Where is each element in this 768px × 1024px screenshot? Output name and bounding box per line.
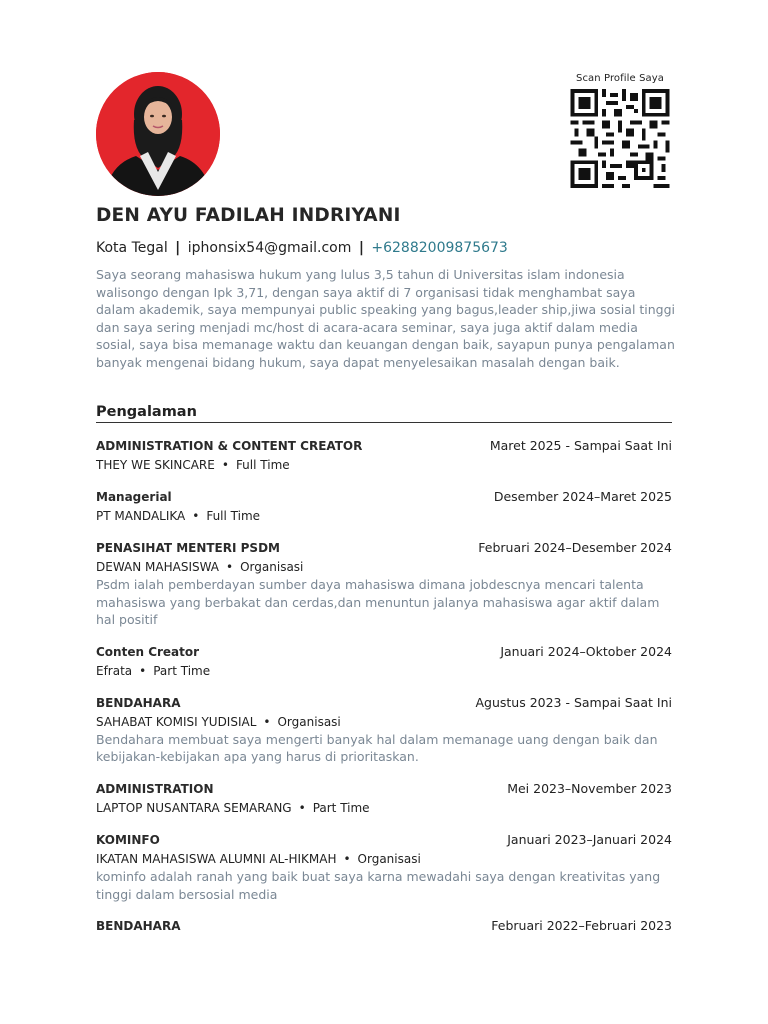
experience-item [96, 781, 672, 817]
experience-item [96, 489, 672, 525]
experience-item [96, 918, 672, 936]
experience-type: Organisasi [277, 714, 341, 729]
experience-org: DEWAN MAHASISWA [96, 560, 220, 574]
experience-org-line [96, 456, 672, 474]
bullet-separator: • [221, 458, 229, 472]
experience-role: BENDAHARA [96, 695, 181, 710]
experience-date: Februari 2022–Februari 2023 [491, 918, 672, 934]
experience-item [96, 695, 672, 766]
contact-city: Kota Tegal [96, 240, 168, 256]
experience-type: Part Time [312, 800, 370, 815]
contact-separator: | [358, 240, 364, 256]
experience-item [96, 832, 672, 903]
experience-org: IKATAN MAHASISWA ALUMNI AL-HIKMAH [96, 851, 337, 866]
experience-date: Mei 2023–November 2023 [507, 780, 672, 796]
contact-line [96, 240, 508, 256]
experience-org-line [96, 662, 672, 680]
qr-caption: Scan Profile Saya [576, 73, 664, 84]
experience-type: Full Time [235, 458, 290, 472]
experience-date: Maret 2025 - Sampai Saat Ini [489, 438, 672, 453]
experience-org-line [96, 507, 672, 525]
profile-summary: Saya seorang mahasiswa hukum yang lulus 3,5 tahun di Universitas islam indonesia walisongo dengan Ipk 3,71, dengan saya aktif di 7 organisasi tidak menghambat saya dalam akademik, saya mempunyai public speaking yang bagus,leader ship,jiwa sosial tinggi dan saya sering menjadi mc/host di acara-acara seminar, saya juga aktif dalam media sosial, saya bisa memanage waktu dan keuangan dengan baik, sayapun punya pengalaman banyak mengenai bidang hukum, saya dapat menyelesaikan masalah dengan baik. [96, 267, 676, 370]
experience-role: KOMINFO [96, 832, 160, 847]
experience-org-line [96, 713, 672, 731]
experience-org-line [96, 558, 672, 576]
experience-header [96, 644, 672, 662]
experience-org: SAHABAT KOMISI YUDISIAL [96, 714, 257, 729]
experience-description: Psdm ialah pemberdayan sumber daya mahasiswa dimana jobdescnya mencari talenta mahasiswa yang berbakat dan cerdas,dan menuntun jalanya mahasiswa agar aktif dalam hal positif [96, 577, 660, 628]
experience-date: Januari 2023–Januari 2024 [507, 831, 672, 847]
bullet-separator: • [263, 714, 271, 729]
experience-role: ADMINISTRATION [96, 781, 214, 796]
experience-date: Desember 2024–Maret 2025 [493, 489, 672, 504]
bullet-separator: • [298, 800, 306, 815]
experience-header [96, 438, 672, 456]
bullet-separator: • [192, 509, 200, 523]
experience-date: Februari 2024–Desember 2024 [478, 540, 672, 555]
experience-header [96, 918, 672, 936]
contact-phone[interactable]: +62882009875673 [371, 240, 508, 256]
experience-date: Agustus 2023 - Sampai Saat Ini [475, 694, 672, 710]
experience-role: Managerial [96, 490, 172, 504]
experience-type: Part Time [153, 663, 211, 678]
experience-header [96, 781, 672, 799]
experience-header [96, 489, 672, 507]
contact-email[interactable]: iphonsix54@gmail.com [187, 240, 352, 256]
experience-org: THEY WE SKINCARE [96, 458, 215, 472]
experience-header [96, 695, 672, 713]
experience-org-line [96, 799, 672, 817]
experience-item [96, 438, 672, 474]
experience-role: PENASIHAT MENTERI PSDM [96, 541, 280, 555]
experience-date: Januari 2024–Oktober 2024 [500, 643, 672, 659]
experience-description: kominfo adalah ranah yang baik buat saya karna mewadahi saya dengan kreativitas yang tinggi dalam bersosial media [96, 868, 661, 902]
experience-role: Conten Creator [96, 644, 200, 659]
experience-org: Efrata [96, 663, 133, 678]
section-divider [96, 422, 672, 423]
experience-org-line [96, 850, 672, 868]
experience-role: ADMINISTRATION & CONTENT CREATOR [96, 439, 363, 453]
experience-list [96, 438, 672, 951]
experience-role: BENDAHARA [96, 919, 181, 934]
experience-type: Full Time [206, 509, 261, 523]
qr-code-icon[interactable] [568, 89, 672, 188]
experience-type: Organisasi [357, 851, 421, 866]
qr-block [560, 73, 680, 188]
experience-description: Bendahara membuat saya mengerti banyak hal dalam memanage uang dengan baik dan kebijakan-kebijakan apa yang harus di prioritaskan. [96, 731, 658, 765]
experience-item [96, 540, 672, 629]
bullet-separator: • [226, 560, 234, 574]
bullet-separator: • [343, 851, 351, 866]
profile-name: DEN AYU FADILAH INDRIYANI [96, 205, 401, 226]
experience-org: PT MANDALIKA [96, 509, 186, 523]
experience-type: Organisasi [240, 560, 304, 574]
profile-photo-image [96, 72, 220, 196]
section-title-experience: Pengalaman [96, 404, 197, 420]
experience-org: LAPTOP NUSANTARA SEMARANG [96, 800, 292, 815]
experience-header [96, 540, 672, 558]
contact-separator: | [175, 240, 181, 256]
bullet-separator: • [139, 663, 147, 678]
profile-photo [96, 72, 220, 196]
experience-header [96, 832, 672, 850]
experience-item [96, 644, 672, 680]
